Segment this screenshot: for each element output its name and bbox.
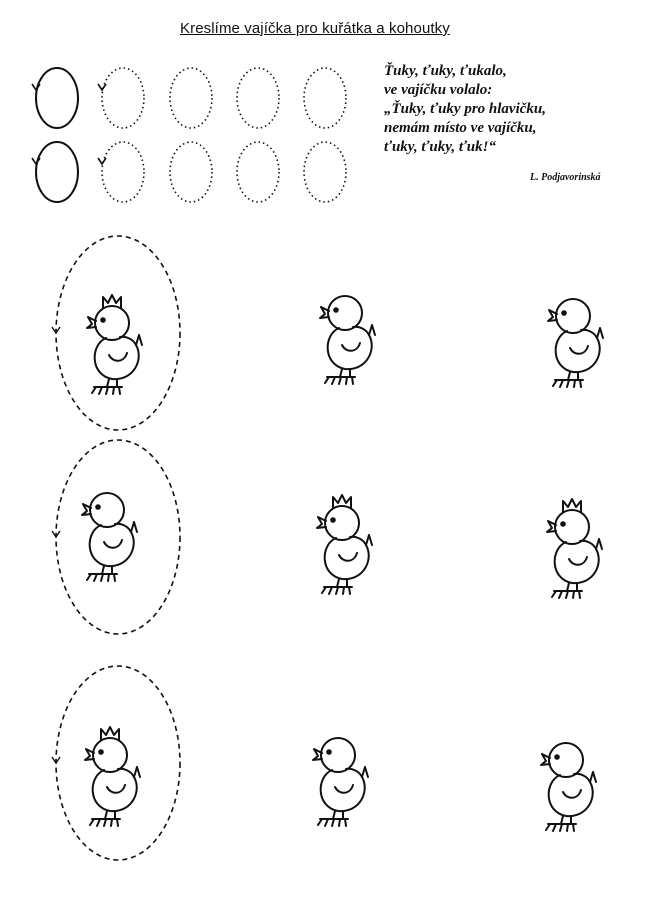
chick-icon bbox=[313, 738, 368, 826]
oval-dotted bbox=[98, 68, 144, 128]
oval-dotted bbox=[170, 142, 212, 202]
poem-line: Ťuky, ťuky, ťukalo, bbox=[384, 63, 507, 79]
chick-row-1 bbox=[52, 236, 603, 430]
poem-line: „Ťuky, ťuky pro hlavičku, bbox=[384, 101, 546, 117]
oval-dotted bbox=[237, 142, 279, 202]
oval-dotted bbox=[170, 68, 212, 128]
chick-icon bbox=[548, 299, 603, 387]
dashed-egg bbox=[52, 236, 180, 430]
arrow-down-icon bbox=[98, 84, 106, 90]
oval-dotted bbox=[98, 142, 144, 202]
oval-dotted bbox=[237, 68, 279, 128]
worksheet-title: Kreslíme vajíčka pro kuřátka a kohoutky bbox=[180, 20, 450, 37]
chick-with-crown-icon bbox=[87, 295, 142, 394]
practice-ovals-row-2 bbox=[32, 142, 346, 202]
arrow-down-icon bbox=[98, 158, 106, 164]
poem-line: ťuky, ťuky, ťuk!“ bbox=[384, 139, 496, 155]
dashed-egg bbox=[52, 440, 180, 634]
oval-dotted bbox=[304, 142, 346, 202]
chick-icon bbox=[320, 296, 375, 384]
practice-ovals-row-1 bbox=[32, 68, 346, 128]
poem-author: L. Podjavorinská bbox=[530, 172, 601, 183]
poem-line: nemám místo ve vajíčku, bbox=[384, 120, 537, 136]
poem-line: ve vajíčku volalo: bbox=[384, 82, 493, 98]
dashed-egg bbox=[52, 666, 180, 860]
chick-with-crown-icon bbox=[317, 495, 372, 594]
chick-icon bbox=[541, 743, 596, 831]
arrow-down-icon bbox=[32, 84, 40, 90]
chick-row-2 bbox=[52, 440, 602, 634]
chick-with-crown-icon bbox=[85, 727, 140, 826]
oval-solid bbox=[32, 68, 78, 128]
chick-icon bbox=[82, 493, 137, 581]
oval-dotted bbox=[304, 68, 346, 128]
oval-solid bbox=[32, 142, 78, 202]
arrow-down-icon bbox=[32, 158, 40, 164]
chick-with-crown-icon bbox=[547, 499, 602, 598]
chick-row-3 bbox=[52, 666, 596, 860]
